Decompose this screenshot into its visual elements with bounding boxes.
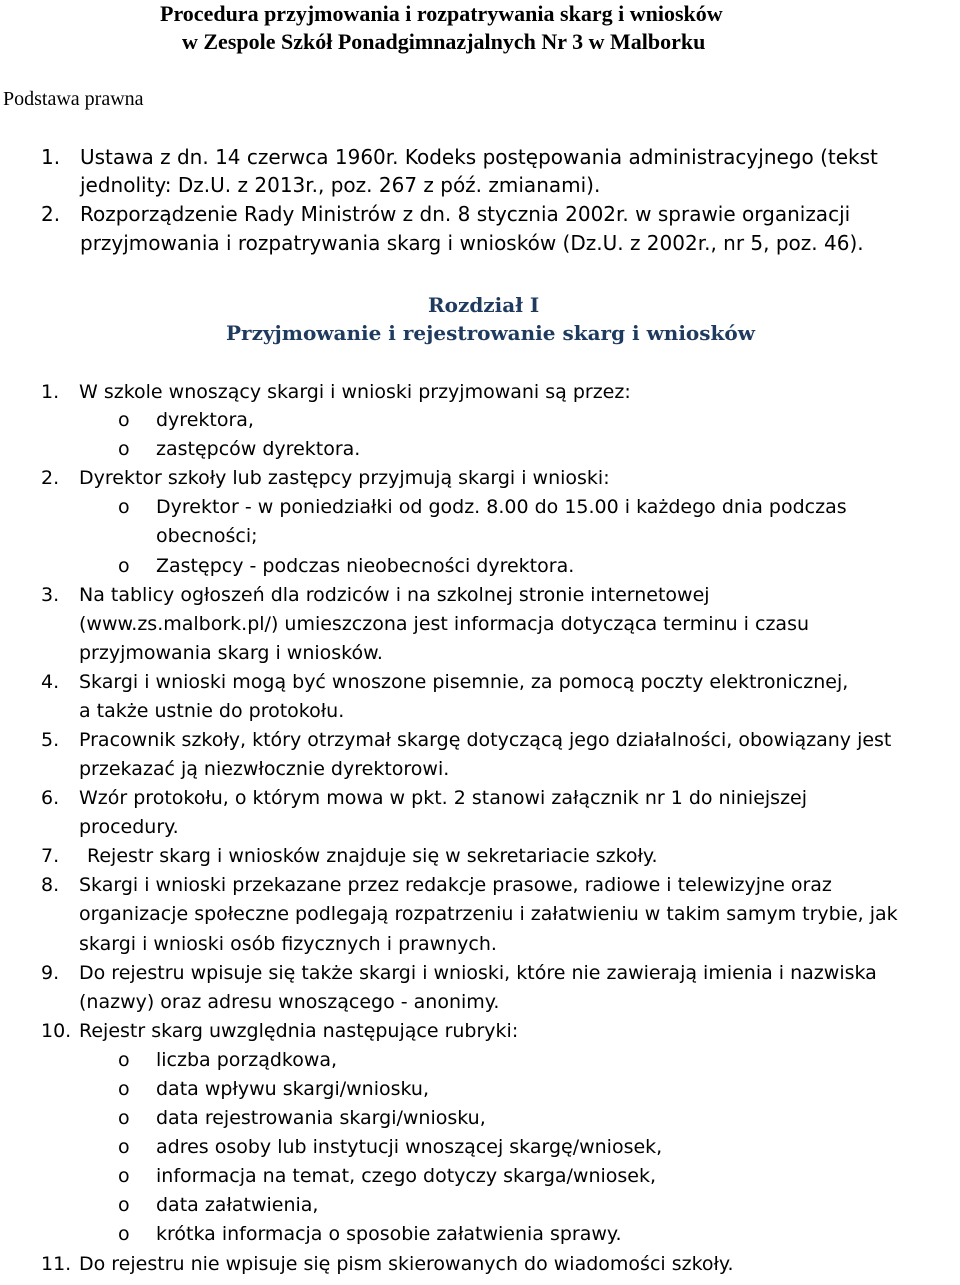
- doc-title-line-1: Procedura przyjmowania i rozpatrywania skarg i wniosków: [160, 1, 723, 26]
- chapter-number: Rozdział I: [428, 293, 540, 317]
- item-number: 8.: [41, 874, 60, 896]
- bullet-mark: o: [118, 409, 130, 431]
- item-text: W szkole wnoszący skargi i wnioski przyjmowani są przez:: [79, 381, 631, 403]
- bullet-mark: o: [118, 1223, 130, 1245]
- bullet-mark: o: [118, 1049, 130, 1071]
- item-text: (www.zs.malbork.pl/) umieszczona jest informacja dotycząca terminu i czasu: [79, 613, 810, 635]
- bullet-text: liczba porządkowa,: [156, 1049, 338, 1071]
- bullet-mark: o: [118, 496, 130, 518]
- bullet-text: adres osoby lub instytucji wnoszącej skargę/wniosek,: [156, 1136, 663, 1158]
- bullet-text: data wpływu skargi/wniosku,: [156, 1078, 430, 1100]
- bullet-text: krótka informacja o sposobie załatwienia sprawy.: [156, 1223, 622, 1245]
- bullet-mark: o: [118, 1107, 130, 1129]
- item-number: 5.: [41, 729, 60, 751]
- legal-item-text: Ustawa z dn. 14 czerwca 1960r. Kodeks postępowania administracyjnego (tekst: [80, 145, 878, 169]
- item-text: organizacje społeczne podlegają rozpatrzeniu i załatwieniu w takim samym trybie, jak: [79, 903, 898, 925]
- legal-item-text: przyjmowania i rozpatrywania skarg i wniosków (Dz.U. z 2002r., nr 5, poz. 46).: [80, 231, 864, 255]
- bullet-text: zastępców dyrektora.: [156, 438, 361, 460]
- bullet-text: Dyrektor - w poniedziałki od godz. 8.00 do 15.00 i każdego dnia podczas: [156, 496, 847, 518]
- item-number: 4.: [41, 671, 60, 693]
- item-text: Do rejestru wpisuje się także skargi i wnioski, które nie zawierają imienia i nazwiska: [79, 962, 877, 984]
- doc-title-line-2: w Zespole Szkół Ponadgimnazjalnych Nr 3 w Malborku: [182, 29, 706, 54]
- item-number: 1.: [41, 381, 60, 403]
- bullet-text: Zastępcy - podczas nieobecności dyrektora.: [156, 555, 575, 577]
- item-text: Skargi i wnioski przekazane przez redakcje prasowe, radiowe i telewizyjne oraz: [79, 874, 832, 896]
- bullet-mark: o: [118, 1078, 130, 1100]
- item-text: Pracownik szkoły, który otrzymał skargę dotyczącą jego działalności, obowiązany jest: [79, 729, 892, 751]
- bullet-text: dyrektora,: [156, 409, 254, 431]
- bullet-text: data załatwienia,: [156, 1194, 319, 1216]
- item-number: 9.: [41, 962, 60, 984]
- chapter-title: Przyjmowanie i rejestrowanie skarg i wniosków: [226, 321, 755, 345]
- legal-item-number: 1.: [41, 145, 61, 169]
- item-number: 3.: [41, 584, 60, 606]
- item-number: 10.: [41, 1020, 72, 1042]
- item-text: Wzór protokołu, o którym mowa w pkt. 2 stanowi załącznik nr 1 do niniejszej: [79, 787, 808, 809]
- item-text: skargi i wnioski osób fizycznych i prawnych.: [79, 933, 497, 955]
- item-number: 7.: [41, 845, 60, 867]
- item-text: Rejestr skarg i wniosków znajduje się w sekretariacie szkoły.: [87, 845, 658, 867]
- bullet-mark: o: [118, 555, 130, 577]
- item-text: (nazwy) oraz adresu wnoszącego - anonimy.: [79, 991, 500, 1013]
- legal-item-text: jednolity: Dz.U. z 2013r., poz. 267 z póź. zmianami).: [80, 173, 601, 197]
- bullet-text: informacja na temat, czego dotyczy skarga/wniosek,: [156, 1165, 657, 1187]
- legal-item-text: Rozporządzenie Rady Ministrów z dn. 8 stycznia 2002r. w sprawie organizacji: [80, 202, 851, 226]
- item-text: Dyrektor szkoły lub zastępcy przyjmują skargi i wnioski:: [79, 467, 610, 489]
- item-text: przekazać ją niezwłocznie dyrektorowi.: [79, 758, 450, 780]
- item-text: przyjmowania skarg i wniosków.: [79, 642, 383, 664]
- bullet-mark: o: [118, 1136, 130, 1158]
- item-text: Rejestr skarg uwzględnia następujące rubryki:: [79, 1020, 519, 1042]
- legal-item-number: 2.: [41, 202, 61, 226]
- item-text: procedury.: [79, 816, 179, 838]
- bullet-mark: o: [118, 1165, 130, 1187]
- item-text: a także ustnie do protokołu.: [79, 700, 345, 722]
- item-number: 11.: [41, 1253, 72, 1275]
- legal-basis-heading: Podstawa prawna: [3, 88, 144, 110]
- item-text: Do rejestru nie wpisuje się pism skierowanych do wiadomości szkoły.: [79, 1253, 734, 1275]
- item-number: 2.: [41, 467, 60, 489]
- item-number: 6.: [41, 787, 60, 809]
- bullet-text: data rejestrowania skargi/wniosku,: [156, 1107, 486, 1129]
- bullet-text-continued: obecności;: [156, 525, 258, 547]
- item-text: Na tablicy ogłoszeń dla rodziców i na szkolnej stronie internetowej: [79, 584, 710, 606]
- bullet-mark: o: [118, 1194, 130, 1216]
- item-text: Skargi i wnioski mogą być wnoszone pisemnie, za pomocą poczty elektronicznej,: [79, 671, 849, 693]
- bullet-mark: o: [118, 438, 130, 460]
